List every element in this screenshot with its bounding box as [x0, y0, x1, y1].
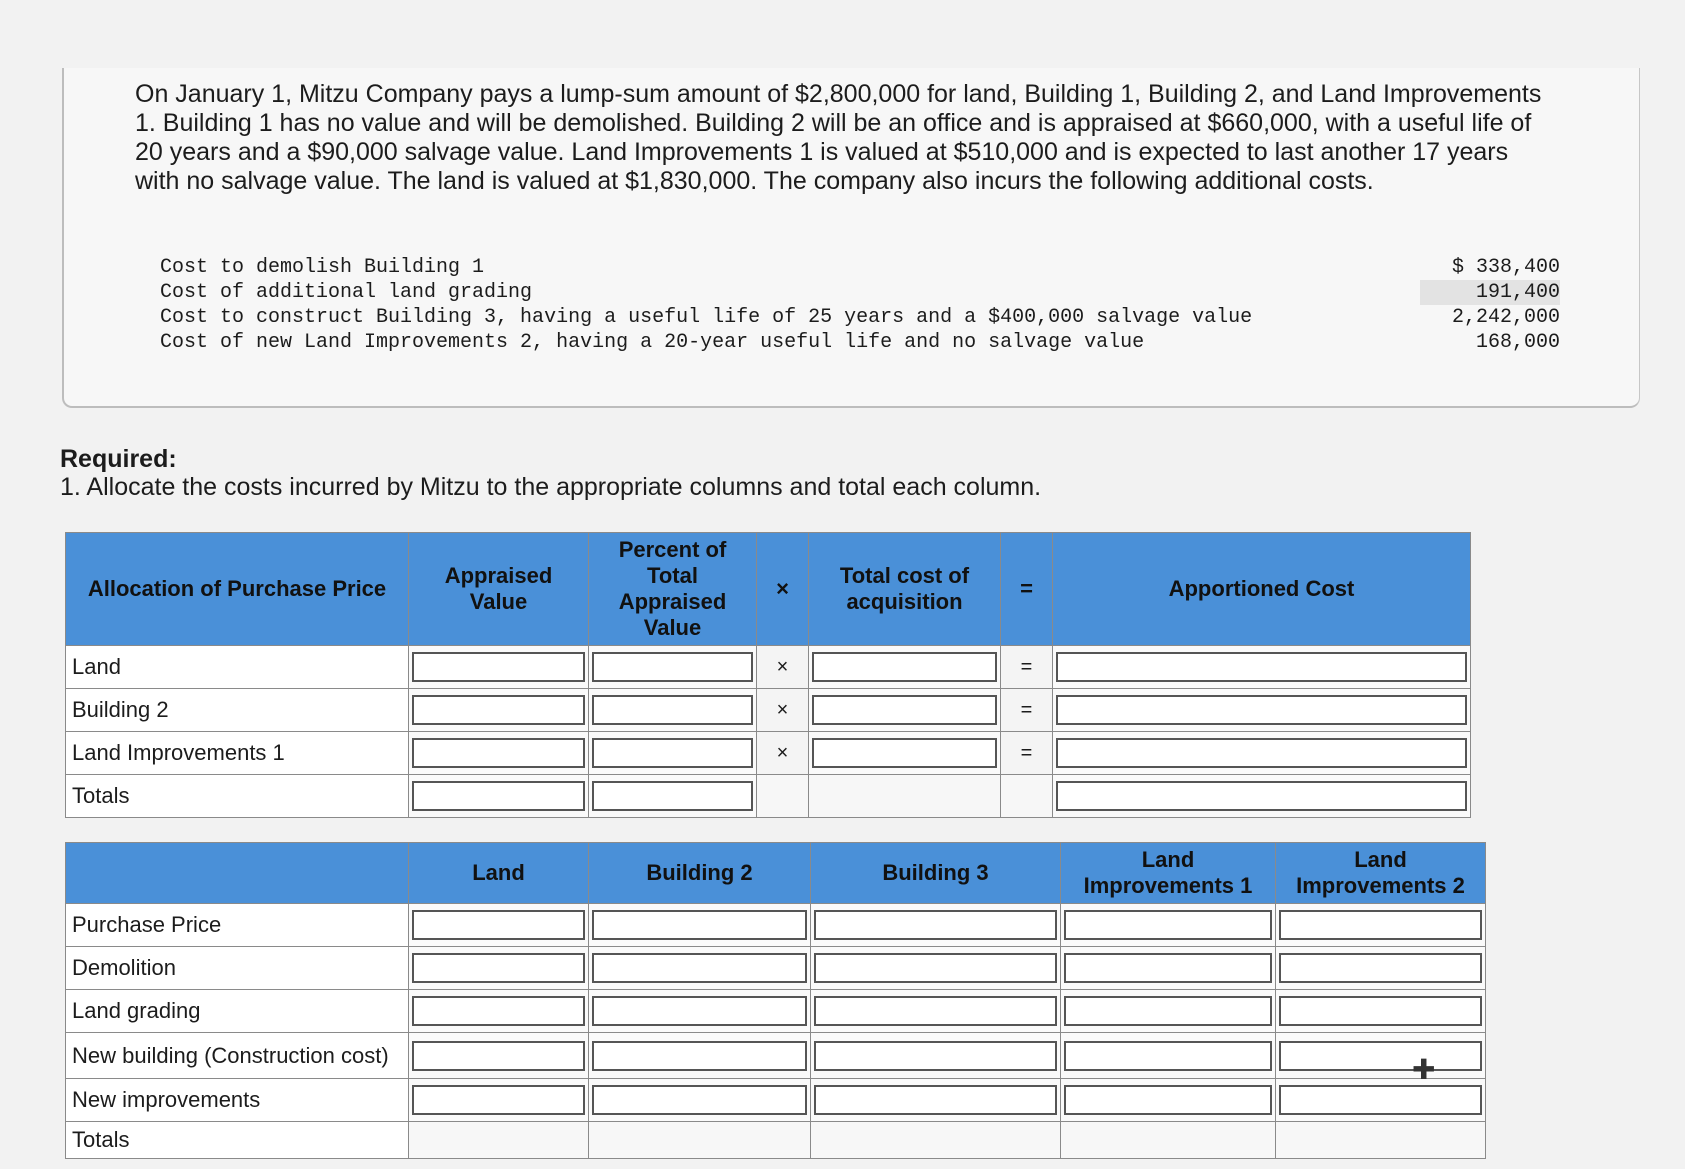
cursor-crosshair-icon: ✚ — [1412, 1054, 1436, 1085]
allocation-row-land — [66, 646, 1471, 689]
land-improvements-2-cell — [1276, 947, 1486, 990]
header-building-3: Building 3 — [811, 843, 1061, 904]
building-3-input[interactable] — [814, 953, 1057, 983]
building-3-cell — [811, 1079, 1061, 1122]
cost-row-new-improvements — [66, 1079, 1486, 1122]
percent-cell — [589, 732, 757, 775]
percent-input[interactable] — [592, 695, 753, 725]
appraised-cell — [409, 732, 589, 775]
blank-cell — [1001, 775, 1053, 818]
land-improvements-1-cell — [1061, 1079, 1276, 1122]
header-land: Land — [409, 843, 589, 904]
land-improvements-1-input[interactable] — [1064, 910, 1272, 940]
building-2-cell — [589, 1033, 811, 1079]
building-2-input[interactable] — [592, 1085, 807, 1115]
appraised-value-input[interactable] — [412, 738, 585, 768]
row-label: Land grading — [66, 990, 409, 1033]
header-land-improvements-1: Land Improvements 1 — [1061, 843, 1276, 904]
total-cost-cell — [809, 646, 1001, 689]
appraised-cell — [409, 646, 589, 689]
header-apportioned-cost: Apportioned Cost — [1053, 533, 1471, 646]
header-blank — [66, 843, 409, 904]
appraised-value-input[interactable] — [412, 652, 585, 682]
required-title: Required: — [60, 445, 177, 473]
cost-row-new-building — [66, 1033, 1486, 1079]
building-2-input[interactable] — [592, 910, 807, 940]
row-label: New improvements — [66, 1079, 409, 1122]
apportioned-cell — [1053, 732, 1471, 775]
cost-amount: 2,242,000 — [1451, 306, 1560, 329]
percent-input[interactable] — [592, 738, 753, 768]
appraised-cell — [409, 689, 589, 732]
land-improvements-2-cell — [1276, 1079, 1486, 1122]
cost-description: Cost to demolish Building 1 — [160, 256, 485, 279]
cost-row — [160, 255, 1560, 280]
building-3-input[interactable] — [814, 1041, 1057, 1071]
equals-sign: = — [1001, 732, 1053, 775]
land-input[interactable] — [412, 1085, 585, 1115]
cost-amount: $ 338,400 — [1451, 256, 1560, 279]
header-equals: = — [1001, 533, 1053, 646]
apportioned-total-input[interactable] — [1056, 781, 1467, 811]
allocation-row-totals — [66, 775, 1471, 818]
land-cell — [409, 990, 589, 1033]
land-improvements-2-cell — [1276, 904, 1486, 947]
row-label: Demolition — [66, 947, 409, 990]
total-cost-input[interactable] — [812, 652, 997, 682]
land-cell — [409, 1033, 589, 1079]
apportioned-cost-input[interactable] — [1056, 695, 1467, 725]
land-improvements-1-cell — [1061, 1033, 1276, 1079]
building-3-input[interactable] — [814, 996, 1057, 1026]
land-improvements-2-input[interactable] — [1279, 953, 1482, 983]
land-cell — [409, 904, 589, 947]
row-label: Building 2 — [66, 689, 409, 732]
equals-sign: = — [1001, 646, 1053, 689]
land-total-cell[interactable] — [409, 1122, 589, 1159]
apportioned-cell — [1053, 646, 1471, 689]
apportioned-cost-input[interactable] — [1056, 738, 1467, 768]
row-label: Totals — [66, 1122, 409, 1159]
land-improvements-1-input[interactable] — [1064, 953, 1272, 983]
cost-header-row — [66, 843, 1486, 904]
cost-description: Cost to construct Building 3, having a useful life of 25 years and a $400,000 salvage value — [160, 306, 1253, 329]
total-cost-input[interactable] — [812, 738, 997, 768]
header-times: × — [757, 533, 809, 646]
building-2-cell — [589, 904, 811, 947]
land-improvements-1-cell — [1061, 947, 1276, 990]
times-sign: × — [757, 689, 809, 732]
building-3-total-cell[interactable] — [811, 1122, 1061, 1159]
land-improvements-2-input[interactable] — [1279, 910, 1482, 940]
land-improvements-2-cell — [1276, 1033, 1486, 1079]
total-cost-cell — [809, 732, 1001, 775]
allocation-row-land-improvements-1 — [66, 732, 1471, 775]
row-label: Purchase Price — [66, 904, 409, 947]
cost-row — [160, 330, 1560, 355]
apportioned-total-cell — [1053, 775, 1471, 818]
land-input[interactable] — [412, 996, 585, 1026]
cost-description: Cost of additional land grading — [160, 281, 533, 304]
land-improvements-2-input[interactable] — [1279, 996, 1482, 1026]
equals-sign: = — [1001, 689, 1053, 732]
cost-row-totals — [66, 1122, 1486, 1159]
cost-amount: 168,000 — [1475, 331, 1560, 354]
blank-cell — [809, 775, 1001, 818]
row-label: Land Improvements 1 — [66, 732, 409, 775]
total-cost-input[interactable] — [812, 695, 997, 725]
header-appraised-value: Appraised Value — [409, 533, 589, 646]
percent-cell — [589, 689, 757, 732]
land-improvements-1-total-cell[interactable] — [1061, 1122, 1276, 1159]
building-2-input[interactable] — [592, 1041, 807, 1071]
building-3-input[interactable] — [814, 910, 1057, 940]
times-sign: × — [757, 646, 809, 689]
allocation-header-row — [66, 533, 1471, 646]
building-3-cell — [811, 990, 1061, 1033]
percent-cell — [589, 646, 757, 689]
land-improvements-1-cell — [1061, 904, 1276, 947]
allocation-row-building-2 — [66, 689, 1471, 732]
building-3-input[interactable] — [814, 1085, 1057, 1115]
row-label: New building (Construction cost) — [66, 1033, 409, 1079]
cost-amount: 191,400 — [1420, 280, 1560, 305]
building-2-cell — [589, 990, 811, 1033]
building-3-cell — [811, 904, 1061, 947]
building-3-cell — [811, 1033, 1061, 1079]
problem-intro: On January 1, Mitzu Company pays a lump-sum amount of $2,800,000 for land, Building 1, Building 2, and Land Improvements 1. Building 1 has no value and will be demolished. Building 2 will be an office and is appraised at $660,000, with a useful life of 20 years and a $90,000 salvage value. Land Improvements 1 is valued at $510,000 and is expected to last another 17 years with no salvage value. The land is valued at $1,830,000. The company also incurs the following additional costs. — [135, 80, 1542, 195]
header-percent-total: Percent of Total Appraised Value — [589, 533, 757, 646]
total-cost-cell — [809, 689, 1001, 732]
land-improvements-2-input[interactable] — [1279, 1085, 1482, 1115]
land-input[interactable] — [412, 953, 585, 983]
land-input[interactable] — [412, 910, 585, 940]
building-2-total-cell[interactable] — [589, 1122, 811, 1159]
land-improvements-1-input[interactable] — [1064, 1041, 1272, 1071]
cost-row-land-grading — [66, 990, 1486, 1033]
land-input[interactable] — [412, 1041, 585, 1071]
building-2-input[interactable] — [592, 996, 807, 1026]
appraised-total-input[interactable] — [412, 781, 585, 811]
cost-allocation-table — [65, 842, 1486, 1159]
appraised-total-cell — [409, 775, 589, 818]
times-sign: × — [757, 732, 809, 775]
percent-total-input[interactable] — [592, 781, 753, 811]
apportioned-cell — [1053, 689, 1471, 732]
required-instruction: 1. Allocate the costs incurred by Mitzu to the appropriate columns and total each column. — [60, 473, 1042, 501]
percent-input[interactable] — [592, 652, 753, 682]
cost-row-demolition — [66, 947, 1486, 990]
row-label: Totals — [66, 775, 409, 818]
cost-row — [160, 280, 1560, 305]
percent-total-cell — [589, 775, 757, 818]
building-2-cell — [589, 1079, 811, 1122]
blank-cell — [757, 775, 809, 818]
cost-row-purchase-price — [66, 904, 1486, 947]
land-improvements-2-total-cell[interactable] — [1276, 1122, 1486, 1159]
header-total-cost: Total cost of acquisition — [809, 533, 1001, 646]
allocation-table — [65, 532, 1471, 818]
apportioned-cost-input[interactable] — [1056, 652, 1467, 682]
header-land-improvements-2: Land Improvements 2 — [1276, 843, 1486, 904]
header-allocation: Allocation of Purchase Price — [66, 533, 409, 646]
appraised-value-input[interactable] — [412, 695, 585, 725]
land-improvements-1-input[interactable] — [1064, 996, 1272, 1026]
land-improvements-2-cell — [1276, 990, 1486, 1033]
header-building-2: Building 2 — [589, 843, 811, 904]
building-2-cell — [589, 947, 811, 990]
land-cell — [409, 947, 589, 990]
building-2-input[interactable] — [592, 953, 807, 983]
land-improvements-1-input[interactable] — [1064, 1085, 1272, 1115]
land-improvements-2-input[interactable] — [1279, 1041, 1482, 1071]
additional-costs-list — [160, 255, 1560, 355]
building-3-cell — [811, 947, 1061, 990]
land-improvements-1-cell — [1061, 990, 1276, 1033]
row-label: Land — [66, 646, 409, 689]
land-cell — [409, 1079, 589, 1122]
cost-row — [160, 305, 1560, 330]
cost-description: Cost of new Land Improvements 2, having a 20-year useful life and no salvage value — [160, 331, 1145, 354]
